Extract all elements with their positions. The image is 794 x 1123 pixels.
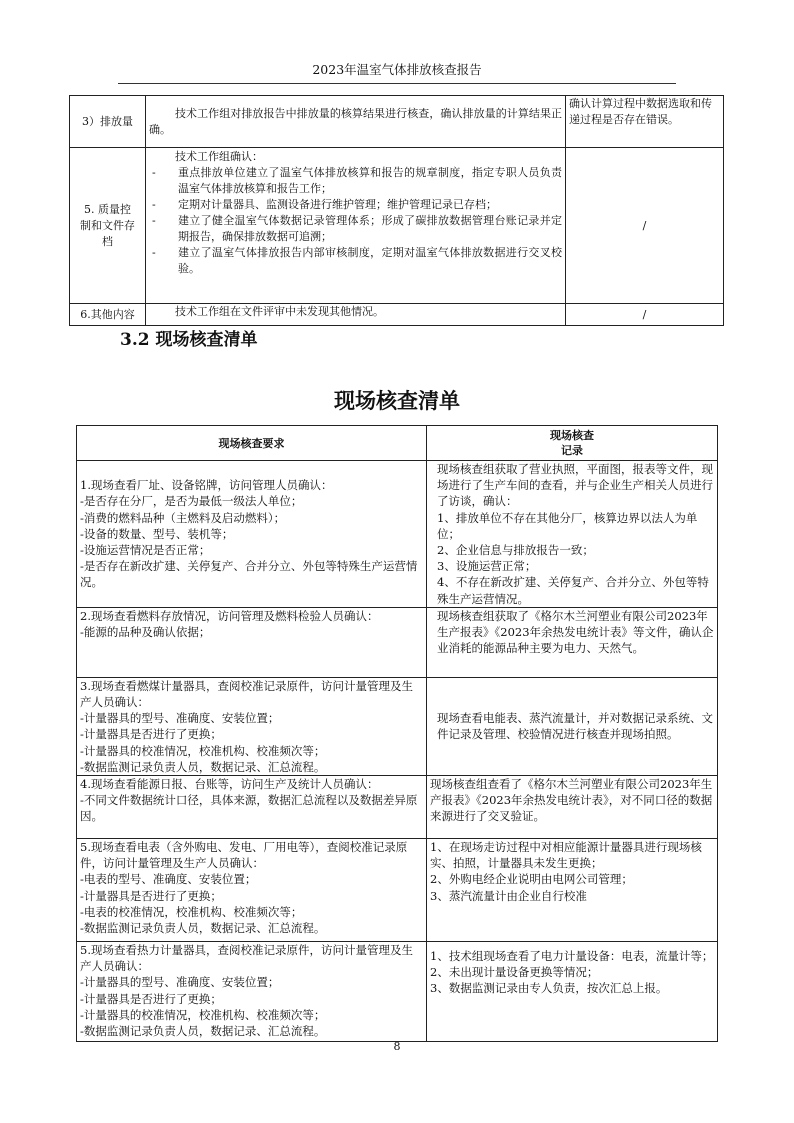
list-item [149,213,562,245]
row-intro: 技术工作组确认： [175,150,263,163]
record-cell: 1、在现场走访过程中对相应能源计量器具进行现场核实、拍照，计量器具未发生更换； 2、外购电经企业说明由电网公司管理； 3、蒸汽流量计由企业自行校准 [427,839,718,942]
table-row [77,607,718,677]
requirement-cell: 1.现场查看厂址、设备铭牌，访问管理人员确认： -是否存在分厂，是否为最低一级法人单位； -消费的燃料品种（主燃料及启动燃料）； -设备的数量、型号、装机等； -设施运营情况是否正常； -是否存在新改扩建、关停复产、合并分立、外包等特殊生产运营情况。 [77,461,427,608]
table-row [70,148,724,304]
list-item [149,197,562,213]
requirement-cell: 5.现场查看热力计量器具，查阅校准记录原件，访问计量管理及生产人员确认： -计量器具的型号、准确度、安装位置； -计量器具是否进行了更换； -计量器具的校准情况，校准机构、校准频次等； -数据监测记录负责人员，数据记录、汇总流程。 [77,942,427,1042]
column-header-record: 现场核查 记录 [427,426,718,461]
record-cell: 1、技术组现场查看了电力计量设备：电表，流量计等； 2、未出现计量设备更换等情况； 3、数据监测记录由专人负责，按次汇总上报。 [427,942,718,1042]
row-content: 技术工作组对排放报告中排放量的核算结果进行核查，确认排放量的计算结果正确。 [146,96,566,148]
table-row [77,942,718,1042]
record-cell: 现场核查组获取了《格尔木兰河塑业有限公司2023年生产报表》《2023年余热发电统计表》等文件，确认企业消耗的能源品种主要为电力、天然气。 [427,607,718,677]
row-content: 技术工作组在文件评审中未发现其他情况。 [146,304,566,326]
table-row [70,96,724,148]
header-rule [118,83,676,84]
requirement-cell: 4.现场查看能源日报、台账等，访问生产及统计人员确认： -不同文件数据统计口径，具体来源，数据汇总流程以及数据差异原因。 [77,776,427,839]
bullet-dash: - [152,246,156,259]
list-item [149,165,562,197]
table-row [77,776,718,839]
record-cell: 现场核查组查看了《格尔木兰河塑业有限公司2023年生产报表》《2023年余热发电统计表》，对不同口径的数据来源进行了交叉验证。 [427,776,718,839]
section-heading: 3.2 现场核查清单 [120,330,258,350]
row-note: / [566,304,724,326]
requirement-cell: 5.现场查看电表（含外购电、发电、厂用电等），查阅校准记录原件，访问计量管理及生产人员确认： -电表的型号、准确度、安装位置； -计量器具是否进行了更换； -电表的校准情况，校准机构、校准频次等； -数据监测记录负责人员，数据记录、汇总流程。 [77,839,427,942]
bullet-text: 重点排放单位建立了温室气体排放核算和报告的规章制度，指定专职人员负责温室气体排放核算和报告工作； [178,166,562,195]
checklist-title: 现场核查清单 [334,388,460,413]
bullet-text: 建立了健全温室气体数据记录管理体系；形成了碳排放数据管理台账记录并定期报告，确保排放数据可追溯； [178,214,562,243]
requirement-cell: 2.现场查看燃料存放情况，访问管理及燃料检验人员确认： -能源的品种及确认依据； [77,607,427,677]
row-label: 6.其他内容 [70,304,146,326]
list-item [149,245,562,277]
onsite-checklist-table [76,425,718,1042]
table-row [77,677,718,775]
record-cell: 现场查看电能表、蒸汽流量计，并对数据记录系统、文件记录及管理、校验情况进行核查并现场拍照。 [427,677,718,775]
page-number: 8 [393,1040,401,1053]
bullet-text: 定期对计量器具、监测设备进行维护管理；维护管理记录已存档； [178,198,497,211]
table-row [77,839,718,942]
page-header-title: 2023年温室气体排放核查报告 [312,62,482,77]
table-header-row [77,426,718,461]
row-label: 5. 质量控制和文件存档 [70,148,146,304]
verification-table [69,95,724,326]
bullet-dash: - [152,198,156,211]
bullet-text: 建立了温室气体排放报告内部审核制度，定期对温室气体排放数据进行交叉校验。 [178,246,562,275]
row-label: 3）排放量 [70,96,146,148]
row-note: 确认计算过程中数据选取和传递过程是否存在错误。 [566,96,724,148]
record-cell: 现场核查组获取了营业执照，平面图，报表等文件，现场进行了生产车间的查看，并与企业生产相关人员进行了访谈，确认： 1、排放单位不存在其他分厂，核算边界以法人为单位； 2、企业信息与排放报告一致； 3、设施运营正常； 4、不存在新改扩建、关停复产、合并分立、外包等特殊生产运营情况。 [427,461,718,608]
row-content [146,148,566,304]
table-row [77,461,718,608]
row-note: / [566,148,724,304]
requirement-cell: 3.现场查看燃煤计量器具，查阅校准记录原件，访问计量管理及生产人员确认： -计量器具的型号、准确度、安装位置； -计量器具是否进行了更换； -计量器具的校准情况，校准机构、校准频次等； -数据监测记录负责人员，数据记录、汇总流程。 [77,677,427,775]
bullet-dash: - [152,214,156,227]
table-row [70,304,724,326]
bullet-dash: - [152,166,156,179]
column-header-requirement: 现场核查要求 [77,426,427,461]
